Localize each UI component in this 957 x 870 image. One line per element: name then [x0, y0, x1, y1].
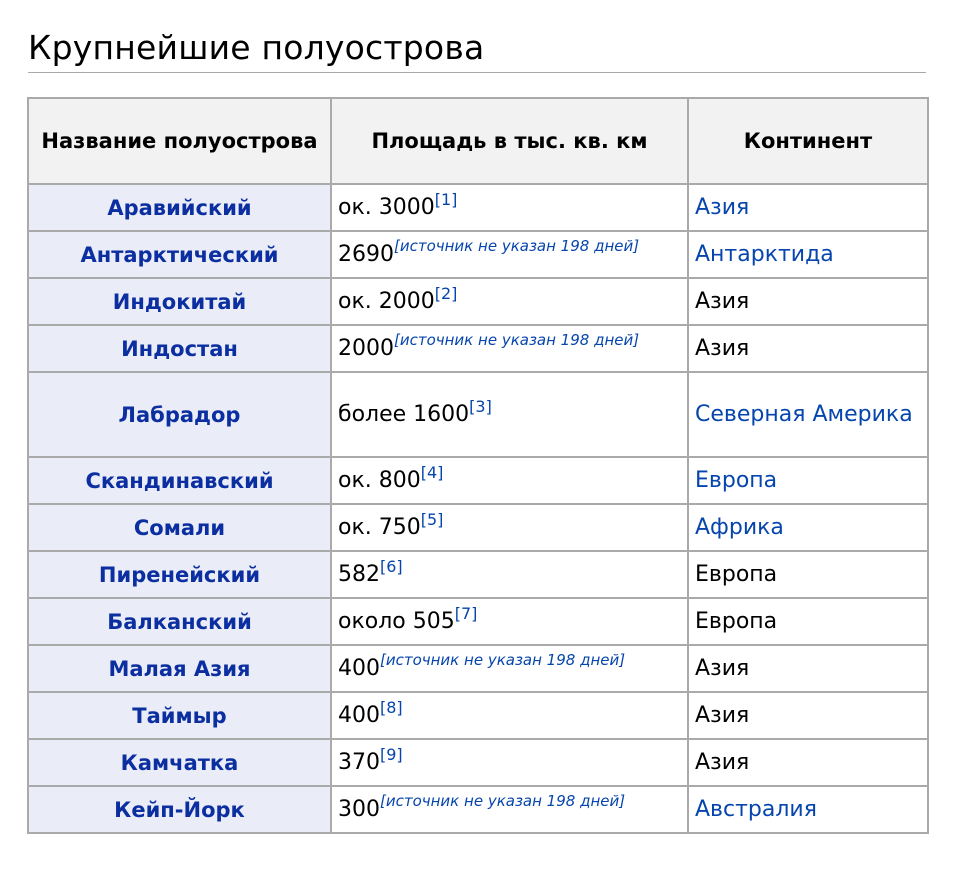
- peninsula-link[interactable]: Скандинавский: [85, 468, 274, 493]
- continent-cell: [688, 551, 928, 598]
- peninsula-name-cell: [28, 504, 331, 551]
- table-row: [28, 598, 928, 645]
- table-body: [28, 184, 928, 833]
- area-cell: [331, 325, 688, 372]
- area-cell: [331, 739, 688, 786]
- peninsula-name-cell: [28, 645, 331, 692]
- peninsula-link[interactable]: Пиренейский: [98, 562, 261, 587]
- reference-link[interactable]: [8]: [380, 698, 403, 717]
- area-value: более 1600: [338, 402, 470, 427]
- area-cell: [331, 278, 688, 325]
- table-row: [28, 325, 928, 372]
- peninsula-link[interactable]: Камчатка: [120, 750, 239, 775]
- area-cell: [331, 231, 688, 278]
- reference-link[interactable]: [2]: [434, 284, 458, 303]
- peninsula-name-cell: [28, 551, 331, 598]
- table-row: [28, 645, 928, 692]
- peninsula-name-cell: [28, 231, 331, 278]
- continent-link[interactable]: Антарктида: [695, 242, 834, 267]
- continent-text: Азия: [695, 750, 750, 775]
- peninsula-link[interactable]: Индокитай: [112, 289, 247, 314]
- reference-link[interactable]: [3]: [469, 397, 492, 416]
- area-value: 2690: [338, 242, 394, 267]
- area-cell: [331, 598, 688, 645]
- reference-link[interactable]: [5]: [420, 510, 444, 529]
- table-row: [28, 692, 928, 739]
- citation-needed-link[interactable]: [источник не указан 198 дней]: [394, 237, 640, 255]
- continent-link[interactable]: Австралия: [695, 797, 817, 822]
- area-value: 582: [338, 562, 380, 587]
- continent-cell: [688, 278, 928, 325]
- continent-text: Азия: [695, 289, 750, 314]
- continent-cell: [688, 231, 928, 278]
- citation-needed-link[interactable]: [источник не указан 198 дней]: [394, 331, 640, 349]
- peninsula-name-cell: [28, 598, 331, 645]
- area-cell: [331, 551, 688, 598]
- continent-cell: [688, 692, 928, 739]
- area-cell: [331, 372, 688, 457]
- page-title: Крупнейшие полуострова: [28, 28, 485, 67]
- peninsula-name-cell: [28, 457, 331, 504]
- continent-text: Азия: [695, 703, 750, 728]
- peninsula-name-cell: [28, 692, 331, 739]
- peninsula-name-cell: [28, 184, 331, 231]
- reference-link[interactable]: [7]: [454, 604, 478, 623]
- table-row: [28, 739, 928, 786]
- peninsula-name-cell: [28, 786, 331, 833]
- citation-needed-link[interactable]: [источник не указан 198 дней]: [380, 651, 626, 669]
- continent-link[interactable]: Европа: [695, 468, 778, 493]
- table-row: [28, 457, 928, 504]
- table-row: [28, 786, 928, 833]
- table-row: [28, 278, 928, 325]
- peninsula-name-cell: [28, 739, 331, 786]
- peninsula-link[interactable]: Балканский: [107, 609, 252, 634]
- peninsula-name-cell: [28, 278, 331, 325]
- reference-link[interactable]: [1]: [434, 190, 458, 209]
- continent-cell: [688, 457, 928, 504]
- area-cell: [331, 457, 688, 504]
- peninsula-name-cell: [28, 325, 331, 372]
- continent-cell: [688, 739, 928, 786]
- table-row: [28, 551, 928, 598]
- peninsula-link[interactable]: Сомали: [133, 515, 226, 540]
- continent-cell: [688, 325, 928, 372]
- area-cell: [331, 692, 688, 739]
- column-header-area: Площадь в тыс. кв. км: [331, 98, 688, 184]
- peninsula-name-cell: [28, 372, 331, 457]
- peninsulas-table-container: [27, 97, 927, 834]
- continent-cell: [688, 184, 928, 231]
- peninsula-link[interactable]: Лабрадор: [118, 402, 241, 427]
- continent-link[interactable]: Северная Америка: [695, 402, 913, 427]
- area-value: 400: [338, 656, 380, 681]
- continent-cell: [688, 786, 928, 833]
- area-value: 2000: [338, 336, 394, 361]
- area-value: 300: [338, 797, 380, 822]
- area-value: ок. 750: [338, 515, 421, 540]
- table-row: [28, 372, 928, 457]
- peninsula-link[interactable]: Малая Азия: [108, 656, 251, 681]
- area-value: ок. 3000: [338, 195, 435, 220]
- reference-link[interactable]: [9]: [380, 745, 403, 764]
- area-cell: [331, 184, 688, 231]
- continent-link[interactable]: Азия: [695, 195, 750, 220]
- peninsulas-table: [27, 97, 929, 834]
- area-cell: [331, 786, 688, 833]
- peninsula-link[interactable]: Индостан: [121, 336, 238, 361]
- continent-text: Европа: [695, 609, 778, 634]
- continent-cell: [688, 598, 928, 645]
- continent-cell: [688, 372, 928, 457]
- table-header-row: [28, 98, 928, 184]
- continent-link[interactable]: Африка: [695, 515, 784, 540]
- table-row: [28, 231, 928, 278]
- citation-needed-link[interactable]: [источник не указан 198 дней]: [380, 792, 626, 810]
- peninsula-link[interactable]: Аравийский: [107, 195, 252, 220]
- title-divider: [28, 72, 926, 73]
- area-value: ок. 800: [338, 468, 421, 493]
- area-value: около 505: [338, 609, 455, 634]
- area-cell: [331, 504, 688, 551]
- area-value: 370: [338, 750, 380, 775]
- continent-text: Европа: [695, 562, 778, 587]
- area-cell: [331, 645, 688, 692]
- continent-cell: [688, 645, 928, 692]
- peninsula-link[interactable]: Антарктический: [80, 242, 279, 267]
- area-value: 400: [338, 703, 380, 728]
- continent-text: Азия: [695, 656, 750, 681]
- continent-cell: [688, 504, 928, 551]
- column-header-name: Название полуострова: [28, 98, 331, 184]
- reference-link[interactable]: [6]: [380, 557, 403, 576]
- continent-text: Азия: [695, 336, 750, 361]
- table-row: [28, 184, 928, 231]
- reference-link[interactable]: [4]: [420, 463, 444, 482]
- area-value: ок. 2000: [338, 289, 435, 314]
- column-header-continent: Континент: [688, 98, 928, 184]
- peninsula-link[interactable]: Кейп-Йорк: [114, 797, 245, 822]
- table-row: [28, 504, 928, 551]
- peninsula-link[interactable]: Таймыр: [132, 703, 227, 728]
